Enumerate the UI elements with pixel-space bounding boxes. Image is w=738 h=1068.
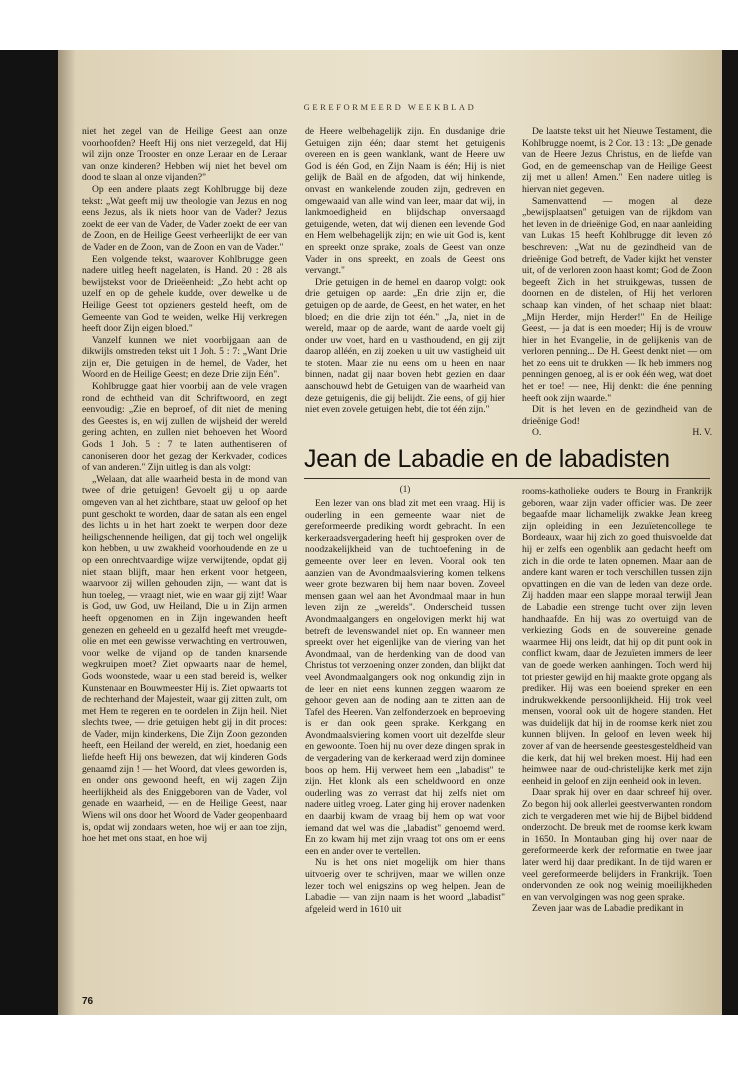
paragraph: „Welaan, dat alle waarheid besta in de mond van twee of drie getuigen! Gevoelt gij u op aarde omgeven van al het zichtbare, staat uw geloof op het punt geschokt te worden, daar de satan als een engel des lichts u in het hart zoekt te werpen door deze heiligschennende heiligen, dat gij toch wel ongelijk kon hebben, u uw zwakheid voorhoudende en ze u op een onrechtvaardige wijze verwijtende, opdat gij niet staan blijft, maar hen erkent voor hetgeen, waarvoor zij willen gehouden zijn, — want dat is hun toeleg, — vraagt niet, wie en waar gij zijt! Waar is God, uw God, uw Heiland, Die u in Zijn armen heeft opgenomen en in Zijn ingewanden heeft genezen en geheeld en u gezalfd heeft met vreugde-olie en met een gewisse verwachting en vertrouwen, voor welke de vijand op de tanden knarsende wegkruipen moet? Ziet opwaarts naar de hemel, Gods woonstede, waar u een stad bereid is, welker Kunstenaar en Bouwmeester Hij is. Ziet opwaarts tot de rechterhand der Majesteit, waar gij zitten zult, om met Hem te regeren en te oordelen in Zijn heil. Niet slechts twee, — drie getuigen hebt gij in dit proces: de Vader, mijn kinderkens, Die Zijn Zoon gezonden heeft, een Heiland der wereld, en ziet, hoedanig een liefde heeft Hij ons bewezen, dat wij kinderen Gods genaamd zijn ! — het Woord, dat vlees geworden is, en onder ons gewoond heeft, en wij zagen Zijn heerlijkheid als des Eniggeboren van de Vader, vol genade en waarheid, — en de Heilige Geest, naar Wiens wil ons door het Woord de Vader geopenbaard is, opdat wij zondaars weten, hoe wij er aan toe zijn, hoe het met ons staat, en hoe wij [82,473,287,845]
article-column-middle [305,498,505,986]
signature-author: H. V. [692,427,712,438]
paragraph: de Heere welbehagelijk zijn. En dusdanige drie Getuigen zijn één; daar stemt het getuigenis overeen en is geen wanklank, want de Heere uw God is één God, en Zijn Naam is één; Hij is niet gelijk de Baäl en de afgoden, dat wij hinkende, onvast en wankelende zouden zijn, gedreven en omgewaaid van alle wind van leer, maar dat wij, in lankmoedigheid en blijdschap onversaagd getuigende, weten, dat wij dienen een levende God en Hem welbehagelijk zijn; en wie uit God is, kent en spreekt onze sprake, zoals de Geest van onze Vader in ons spreekt, en zoals de Geest ons vervangt." [305,126,505,277]
column-middle-top [305,126,505,438]
page-number: 76 [82,996,94,1007]
signature-line [522,427,712,438]
paragraph: Kohlbrugge gaat hier voorbij aan de vele vragen rond de echtheid van dit Schriftwoord, en zegt eenvoudig: „Zie en beproef, of dit niet de mening des Geestes is, en wij zullen de wijsheid der wereld gering achten, en zullen niet behoeven het Woord Gods 1 Joh. 5 : 7 te laten authentiseren of canoniseren door het gezag der Kerkvader, codices of van anderen." Zijn uitleg is dan als volgt: [82,381,287,474]
paragraph: Dit is het leven en de gezindheid van de drieënige God! [522,404,712,427]
signature-initial: O. [532,427,542,438]
magazine-page [58,50,722,1015]
paragraph: Vanzelf kunnen we niet voorbijgaan aan de dikwijls omstreden tekst uit 1 Joh. 5 : 7: „Want Drie zijn er, Die getuigen in de hemel, de Vader, het Woord en de Heilige Geest; en deze Drie zijn Eén". [82,334,287,381]
top-margin [0,0,738,50]
paragraph: Daar sprak hij over en daar schreef hij over. Zo begon hij ook allerlei geestverwanten rondom zich te vergaderen met wie hij de Bijbel biddend onderzocht. De breuk met de roomse kerk kwam in 1650. In Montauban ging hij over naar de gereformeerde kerk der reformatie en twee jaar later werd hij daar predikant. In de tijd waren er veel gereformeerde belijders in Frankrijk. Toen ondervonden ze ook nog weinig moeilijkheden en van vervolgingen was nog geen sprake. [522,787,712,903]
article-title: Jean de Labadie en de labadisten [304,445,670,473]
article-column-right [522,486,712,986]
paragraph: Drie getuigen in de hemel en daarop volgt: ook drie getuigen op aarde: „En drie zijn er, die getuigen op de aarde, de Geest, en het water, en het bloed; en die drie zijn tot één." „Ja, niet in de wereld, maar op de aarde, want de aarde voelt gij onder uw voet, hard en u vasthoudend, en gij zijt daarop alléén, en zij zoeken u uit uw vastigheid uit te stoten. Maar zie nu eens om u heen en naar binnen, nadat gij naar boven hebt gezien en daar aanschouwd hebt de Getuigen van de waarheid van deze getuigenis, die gij belijdt. Zie eens, of gij hier niet even zovele getuigen hebt, die tot één zijn." [305,276,505,416]
paragraph: Nu is het ons niet mogelijk om hier thans uitvoerig over te schrijven, maar we willen onze lezer toch wel enigszins op weg helpen. Jean de Labadie — van zijn naam is het woord „labadist" afgeleid werd in 1610 uit [305,857,505,915]
column-left [82,126,287,986]
scan-right-edge [722,50,738,1015]
paragraph: Samenvattend — mogen al deze „bewijsplaatsen" getuigen van de rijkdom van het leven in de drieënige God, en naar aanleiding van Lukas 15 heeft Kohlbrugge dit leven zó beschreven: „Wat nu de gezindheid van de drieënige God betreft, de Vader kijkt het venster uit, of de verloren zoon haast komt; God de Zoon begeeft Zich in het struikgewas, tussen de doornen en de distelen, of Hij het verloren schaap kan vinden, of het schaap niet blaat: „Mijn Herder, mijn Herder!" En de Heilige Geest, — ja dat is een moeder; Hij is de vrouw hier in het Evangelie, in de gelijkenis van de verloren penning... De H. Geest denkt niet — om het zo eens uit te drukken — Ik heb immers nog penningen genoeg, al is er ook één weg, wat doet het er toe! — nee, Hij denkt: die éne penning heeft ook zijn waarde." [522,195,712,404]
paragraph: Op een andere plaats zegt Kohlbrugge bij deze tekst: „Wat geeft mij uw theologie van Jezus en nog eens Jezus, als ik niets hoor van de Vader? Jezus zoekt de eer van de Vader, de Vader zoekt de eer van de Zoon, en de Heilige Geest verheerlijkt de eer van de Vader en de Zoon, van de Zoon en van de Vader." [82,183,287,253]
column-right-top [522,126,712,438]
title-rule [304,478,710,479]
paragraph: Een volgende tekst, waarover Kohlbrugge geen nadere uitleg heeft nagelaten, is Hand. 20 : 28 als bewijstekst voor de Drieëenheid: „Zo hebt acht op uzelf en op de gehele kudde, over dewelke u de Heilige Geest tot opzieners gesteld heeft, om de Gemeente van God te weiden, welke Hij verkregen heeft door Zijn eigen bloed." [82,253,287,335]
paragraph: Een lezer van ons blad zit met een vraag. Hij is ouderling in een gemeente waar niet de gereformeerde prediking wordt gebracht. In een kerkeraadsvergadering heeft hij gesproken over de noodzakelijkheid van de tuchtoefening in de gemeente over leer en leven. Vooral ook ten aanzien van de Avondmaalsviering komen telkens weer grote bezwaren bij hem naar boven. Zoveel mensen gaan wel aan het Avondmaal maar in hun leven zijn ze „werelds". Onderscheid tussen Avondmaalgangers en ongelovigen merkt hij wat betreft de levenswandel niet op. En wanneer men spreekt over het eigenlijke van de viering van het Avondmaal, van de herdenking van de dood van Christus tot verzoening onzer zonden, dan blijkt dat veel Avondmaalgangers ook nog onkundig zijn in de leer en niet eens kunnen zeggen waarom ze gehoor geven aan de noding aan te zitten aan de Tafel des Heeren. Van zelfonderzoek en beproeving is er dan ook geen sprake. Kerkgang en Avondmaalsviering komen voort uit dezelfde sleur en gewoonte. Toen hij nu over deze dingen sprak in de vergadering van de kerkeraad werd zijn dominee boos op hem. Hij verweet hem een „labadist" te zijn. Het klonk als een scheldwoord en onze ouderling was zo verrast dat hij zelfs niet om nadere uitleg vroeg. Later ging hij erover nadenken en daarbij kwam de vraag bij hem op wat voor iemand dat wel was die „labadist" genoemd werd. En zo kwam hij met zijn vraag tot ons om er eens een en ander over te vertellen. [305,498,505,857]
paragraph: De laatste tekst uit het Nieuwe Testament, die Kohlbrugge noemt, is 2 Cor. 13 : 13: „De genade van de Heere Jezus Christus, en de liefde van God, en de gemeenschap van de Heilige Geest zij met u allen! Amen." Een nadere uitleg is hiervan niet gegeven. [522,126,712,195]
scan-left-edge [0,50,58,1015]
running-head: GEREFORMEERD WEEKBLAD [303,102,477,112]
bottom-margin [0,1015,738,1068]
paragraph: Zeven jaar was de Labadie predikant in [532,903,684,915]
paragraph: rooms-katholieke ouders te Bourg in Frankrijk geboren, waar zijn vader officier was. De zeer begaafde maar lichamelijk zwakke Jean kreeg zijn opleiding in een Jezuïetencollege te Bordeaux, waar hij zich zo goed thuisvoelde dat hij er zelfs een ogenblik aan gedacht heeft om zich in die orde te laten opnemen. Maar aan de andere kant waren er toch verschillen tussen zijn opvattingen en die van de leden van deze orde. Zij hadden maar een slappe moraal terwijl Jean de Labadie een strenge tucht over zijn leven handhaafde. En hij was zo overtuigd van de verkiezing Gods en de souvereine genade waarmee Hij ons leidt, dat hij op dit punt ook in conflict kwam, daar de Jezuïeten immers de leer van de goede werken aanhingen. Toch werd hij tot priester gewijd en hij maakte grote opgang als prediker. Hij was een boeiend spreker en een indrukwekkende persoonlijkheid. Hij trok veel mensen, vooral ook uit de hogere standen. Het was duidelijk dat hij in de roomse kerk niet zou kunnen blijven. In geloof en leven week hij zover af van de heersende geestesgesteldheid van die kerk, dat hij wel breken moest. Hij had een heimwee naar de oud-christelijke kerk met zijn eenheid in geloof en zijn eenheid ook in leven. [522,486,712,787]
paragraph: niet het zegel van de Heilige Geest aan onze voorhoofden? Heeft Hij ons niet verzegeld, dat Hij wil zijn onze Trooster en onze Leraar en de Leraar van onze kinderen? Hebben wij niet het bevel om dood te slaan al onze vijanden?" [82,126,287,184]
binding-shadow [58,50,76,1015]
part-number: (1) [399,484,411,494]
